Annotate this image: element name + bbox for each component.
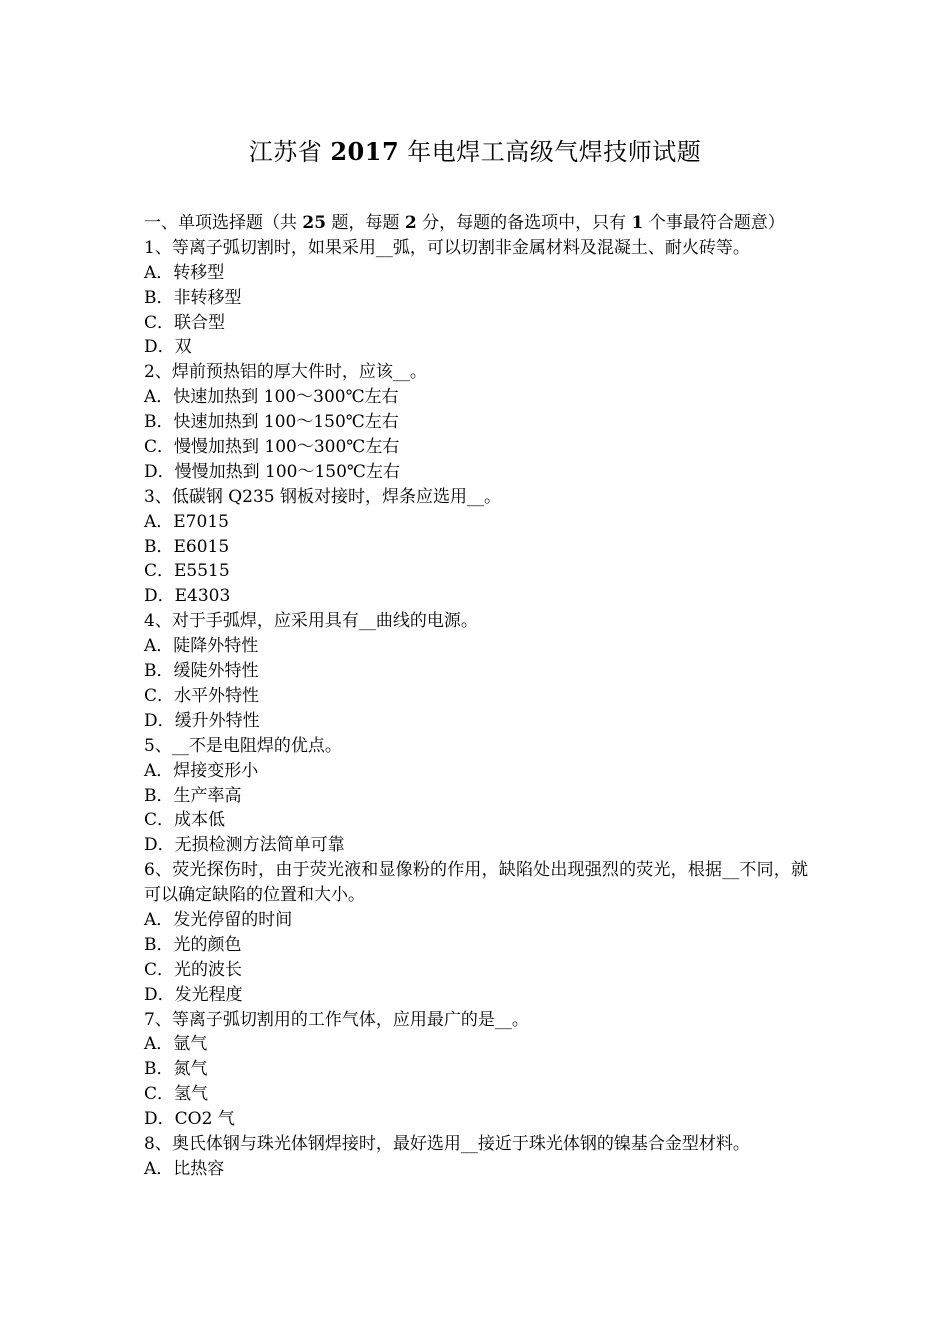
answer-option: B．氮气: [144, 1059, 208, 1080]
answer-option: D．CO2 气: [144, 1109, 235, 1130]
answer-option: D．双: [144, 337, 192, 358]
answer-option: A．陡降外特性: [144, 636, 259, 657]
question-stem: 7、等离子弧切割用的工作气体，应用最广的是__。: [144, 1009, 529, 1030]
answer-option: A．焊接变形小: [144, 760, 259, 781]
answer-option: C．联合型: [144, 312, 226, 333]
answer-option: A．E7015: [144, 511, 229, 532]
question-stem: 4、对于手弧焊，应采用具有__曲线的电源。: [144, 611, 478, 632]
questions-container: [144, 236, 808, 1182]
answer-option: C．氢气: [144, 1084, 209, 1105]
answer-option: B．快速加热到 100～150℃左右: [144, 412, 399, 433]
answer-option: B．非转移型: [144, 287, 242, 308]
answer-option: C．E5515: [144, 561, 230, 582]
question-stem: 1、等离子弧切割时，如果采用__弧，可以切割非金属材料及混凝土、耐火砖等。: [144, 237, 750, 258]
question-list: [144, 211, 808, 1182]
answer-option: B．缓陡外特性: [144, 661, 259, 682]
document-title: 江苏省 2017 年电焊工高级气焊技师试题: [248, 137, 702, 166]
answer-option: C．成本低: [144, 810, 226, 831]
question-stem: 5、__不是电阻焊的优点。: [144, 735, 342, 756]
answer-option: D．慢慢加热到 100～150℃左右: [144, 461, 400, 482]
answer-option: A．比热容: [144, 1158, 225, 1179]
answer-option: C．慢慢加热到 100～300℃左右: [144, 437, 400, 458]
answer-option: C．水平外特性: [144, 685, 260, 706]
answer-option: B．生产率高: [144, 785, 242, 806]
answer-option: D．无损检测方法简单可靠: [144, 835, 345, 856]
question-stem: 8、奥氏体钢与珠光体钢焊接时，最好选用__接近于珠光体钢的镍基合金型材料。: [144, 1134, 750, 1154]
answer-option: A．发光停留的时间: [144, 909, 293, 930]
question-stem: 6、荧光探伤时，由于荧光液和显像粉的作用，缺陷处出现强烈的荧光，根据__不同，就可以确定缺陷的位置和大小。: [144, 860, 808, 906]
answer-option: A．转移型: [144, 262, 225, 283]
section-heading: 一、单项选择题（共 25 题，每题 2 分，每题的备选项中，只有 1 个事最符合题意）: [144, 213, 785, 233]
question-stem: 3、低碳钢 Q235 钢板对接时，焊条应选用__。: [144, 486, 502, 507]
answer-option: D．缓升外特性: [144, 710, 260, 731]
answer-option: C．光的波长: [144, 959, 243, 980]
answer-option: B．光的颜色: [144, 934, 242, 955]
answer-option: A．氩气: [144, 1034, 208, 1055]
answer-option: D．发光程度: [144, 984, 243, 1005]
question-stem: 2、焊前预热铝的厚大件时，应该__。: [144, 362, 427, 383]
answer-option: D．E4303: [144, 586, 231, 607]
answer-option: B．E6015: [144, 536, 230, 557]
answer-option: A．快速加热到 100～300℃左右: [144, 387, 399, 408]
